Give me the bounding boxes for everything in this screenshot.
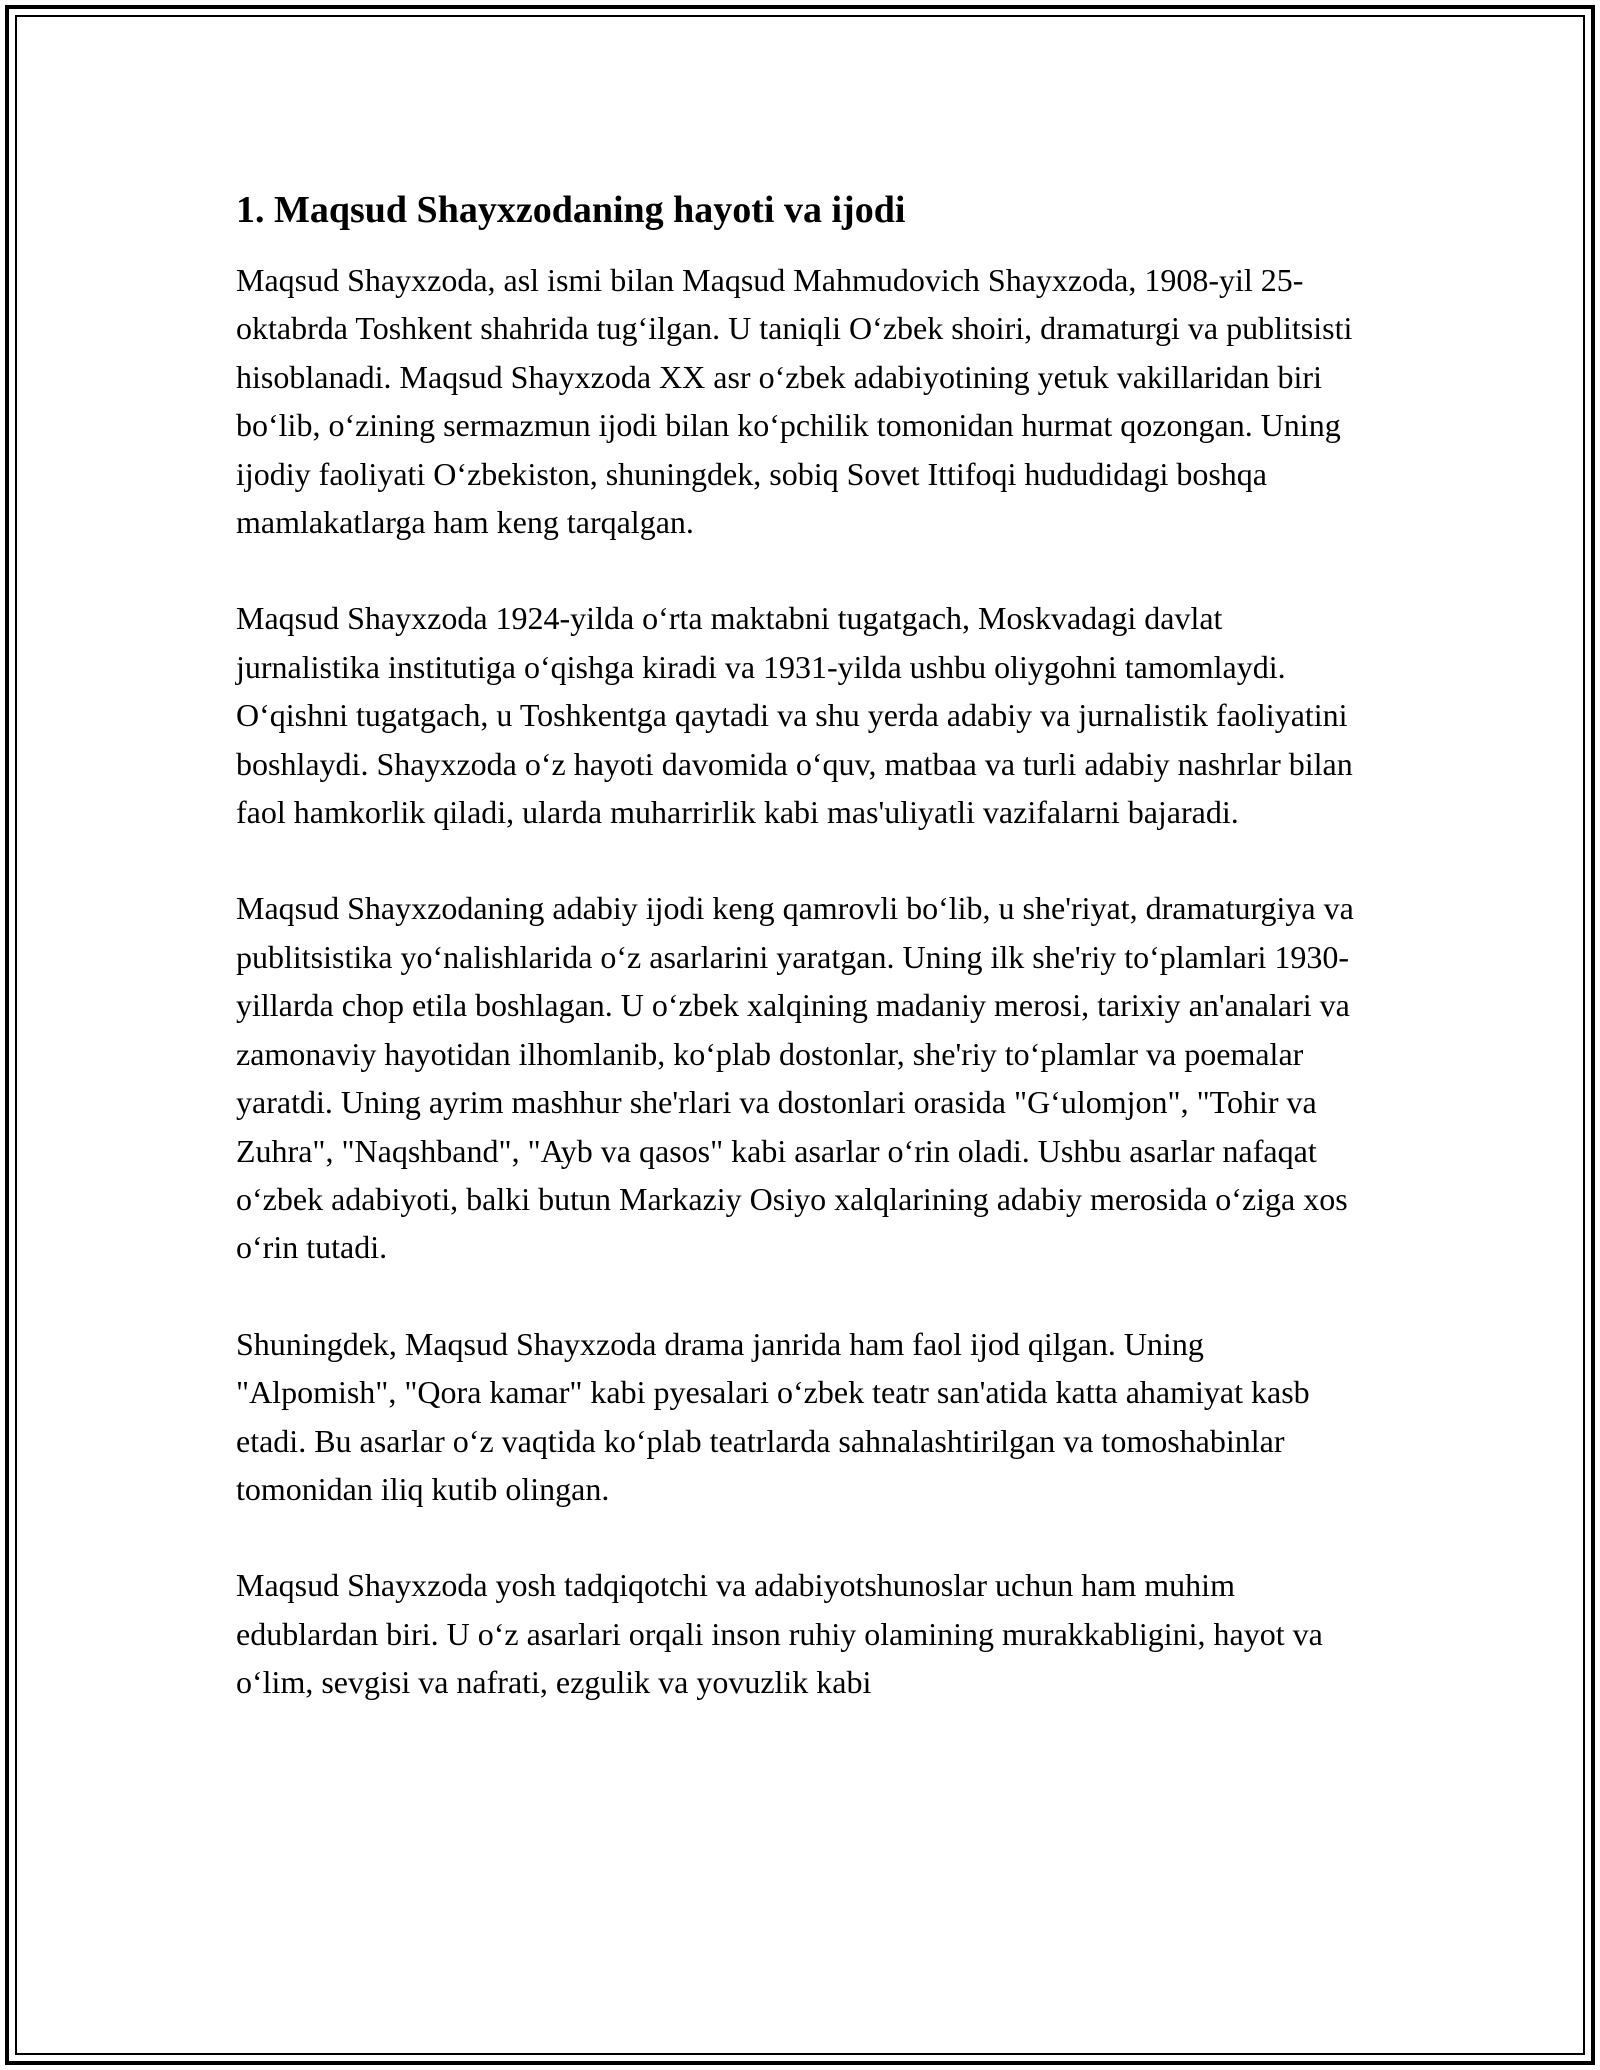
paragraph-1: Maqsud Shayxzoda, asl ismi bilan Maqsud Mahmudovich Shayxzoda, 1908-yil 25-oktabrda Toshkent shahrida tug‘ilgan. U taniqli O‘zbek shoiri, dramaturgi va publitsisti hisoblanadi. Maqsud Shayxzoda XX asr o‘zbek adabiyotining yetuk vakillaridan biri bo‘lib, o‘zining sermazmun ijodi bilan ko‘pchilik tomonidan hurmat qozongan. Uning ijodiy faoliyati O‘zbekiston, shuningdek, sobiq Sovet Ittifoqi hududidagi boshqa mamlakatlarga ham keng tarqalgan. bbox=[236, 262, 1353, 541]
paragraph-3: Maqsud Shayxzodaning adabiy ijodi keng qamrovli bo‘lib, u she'riyat, dramaturgiya va publitsistika yo‘nalishlarida o‘z asarlarini yaratgan. Uning ilk she'riy to‘plamlari 1930-yillarda chop etila boshlagan. U o‘zbek xalqining madaniy merosi, tarixiy an'analari va zamonaviy hayotidan ilhomlanib, ko‘plab dostonlar, she'riy to‘plamlar va poemalar yaratdi. Uning ayrim mashhur she'rlari va dostonlari orasida "G‘ulomjon", "Tohir va Zuhra", "Naqshband", "Ayb va qasos" kabi asarlar o‘rin oladi. Ushbu asarlar nafaqat o‘zbek adabiyoti, balki butun Markaziy Osiyo xalqlarining adabiy merosida o‘ziga xos o‘rin tutadi. bbox=[236, 890, 1354, 1266]
paragraph-4: Shuningdek, Maqsud Shayxzoda drama janrida ham faol ijod qilgan. Uning "Alpomish", "Qora kamar" kabi pyesalari o‘zbek teatr san'atida katta ahamiyat kasb etadi. Bu asarlar o‘z vaqtida ko‘plab teatrlarda sahnalashtirilgan va tomoshabinlar tomonidan iliq kutib olingan. bbox=[236, 1325, 1310, 1507]
paragraph-2: Maqsud Shayxzoda 1924-yilda o‘rta maktabni tugatgach, Moskvadagi davlat jurnalistika institutiga o‘qishga kiradi va 1931-yilda ushbu oliygohni tamomlaydi. O‘qishni tugatgach, u Toshkentga qaytadi va shu yerda adabiy va jurnalistik faoliyatini boshlaydi. Shayxzoda o‘z hayoti davomida o‘quv, matbaa va turli adabiy nashrlar bilan faol hamkorlik qiladi, ularda muharrirlik kabi mas'uliyatli vazifalarni bajaradi. bbox=[236, 600, 1353, 831]
document-body bbox=[236, 186, 1366, 1755]
section-heading: 1. Maqsud Shayxzodaning hayoti va ijodi bbox=[236, 189, 906, 231]
paragraph-5: Maqsud Shayxzoda yosh tadqiqotchi va adabiyotshunoslar uchun ham muhim edublardan biri. U o‘z asarlari orqali inson ruhiy olamining murakkabligini, hayot va o‘lim, sevgisi va nafrati, ezgulik va yovuzlik kabi bbox=[236, 1567, 1323, 1701]
